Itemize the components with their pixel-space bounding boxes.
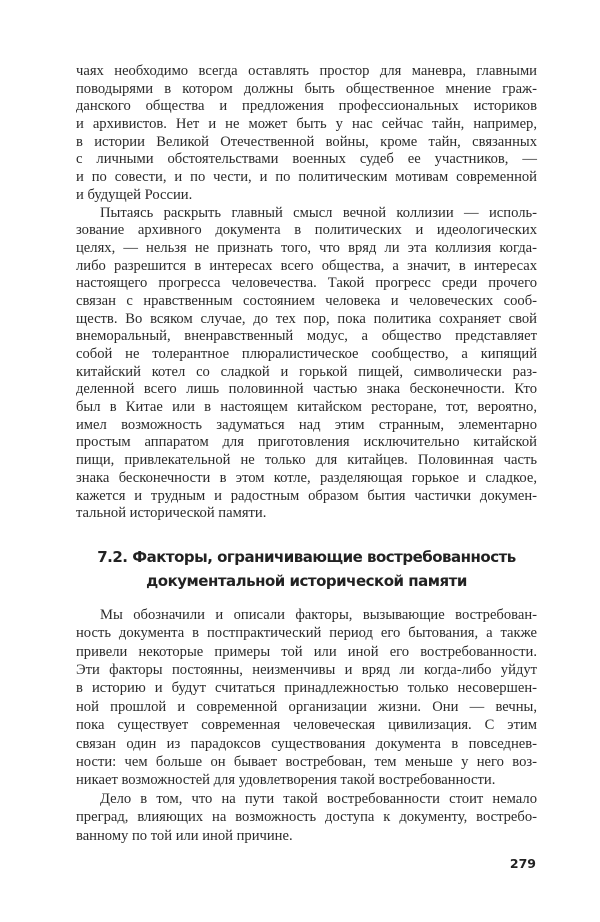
text-line: либо разрешится в интересах всего общества, а значит, в интересах	[76, 257, 537, 274]
text-line: ванному по той или иной причине.	[76, 827, 293, 844]
text-line: Эти факторы постоянны, неизменчивы и вряд ли когда-либо уйдут	[76, 662, 537, 679]
text-line: данского общества и предложения профессиональных историков	[76, 98, 537, 115]
text-line: тальной исторической памяти.	[76, 505, 267, 522]
text-line: деленной всего лишь половинной частью знака бесконечности. Кто	[76, 381, 537, 398]
text-line: пищи, привлекательной не только для китайцев. Половинная часть	[76, 452, 537, 469]
paragraph	[76, 606, 537, 790]
text-line: внеморальный, вненравственный модус, а общество представляет	[76, 328, 537, 345]
body-text-before-heading	[76, 63, 537, 523]
text-line: привели некоторые примеры той или иной его востребованности.	[76, 643, 537, 660]
text-line: Мы обозначили и описали факторы, вызывающие востребован-	[100, 606, 537, 623]
text-line: настоящего прогресса человечества. Такой прогресс среди прочего	[76, 275, 537, 292]
text-line: и по совести, и по чести, и по политическим мотивам современной	[76, 169, 537, 186]
text-line: был в Китае или в настоящем китайском ресторане, тот, вероятно,	[76, 399, 537, 416]
text-line: целях, — нельзя не признать того, что вряд ли эта коллизия когда-	[76, 239, 537, 256]
text-line: Пытаясь раскрыть главный смысл вечной коллизии — исполь-	[100, 204, 537, 221]
text-line: связан один из парадоксов существования документа в повседнев-	[76, 735, 537, 752]
text-line: знака бесконечности в этом котле, разделяющая горькое и сладкое,	[76, 469, 537, 486]
paragraph	[76, 205, 537, 523]
text-line: поводырями в котором должны быть общественное мнение граж-	[76, 80, 537, 97]
text-line: никает возможностей для удовлетворения такой востребованности.	[76, 772, 496, 789]
text-line: собой не толерантное плюралистическое сообщество, а кипящий	[76, 346, 537, 362]
text-line: простым аппаратом для приготовления исключительно китайской	[76, 434, 537, 451]
text-line: ности: чем больше он бывает востребован, тем меньше у него воз-	[76, 754, 537, 770]
paragraph	[76, 63, 537, 205]
text-line: в историю и будут считаться принадлежностью только несовершен-	[76, 680, 537, 697]
text-line: чаях необходимо всегда оставлять простор для маневра, главными	[76, 63, 537, 79]
paragraph	[76, 790, 537, 845]
text-line: Дело в том, что на пути такой востребованности стоит немало	[100, 790, 537, 807]
section-heading	[76, 545, 537, 593]
book-page	[76, 63, 537, 845]
section-heading-line-1: 7.2. Факторы, ограничивающие востребованность	[97, 547, 516, 566]
text-line: ность документа в постпрактический период его бытования, а также	[76, 625, 537, 642]
text-line: китайский котел со сладкой и горькой пищей, символически раз-	[76, 363, 537, 380]
text-line: пока существует современная человеческая цивилизация. С этим	[76, 717, 537, 734]
text-line: с личными обстоятельствами военных судеб ее участников, —	[76, 151, 537, 168]
text-line: ной прошлой и современной организации жизни. Они — вечны,	[76, 698, 537, 715]
text-line: ществ. Во всяком случае, до тех пор, пока политика сохраняет свой	[76, 310, 537, 327]
text-line: кажется и трудным и радостным образом бытия частички докумен-	[76, 487, 537, 504]
section-heading-line-2: документальной исторической памяти	[146, 571, 467, 590]
text-line: в истории Великой Отечественной войны, кроме тайн, связанных	[76, 133, 537, 150]
text-line: и будущей России.	[76, 186, 193, 203]
text-line: зование архивного документа в политических и идеологических	[76, 222, 537, 239]
text-line: преград, влияющих на возможность доступа к документу, востребо-	[76, 809, 537, 826]
page-number: 279	[509, 856, 536, 871]
text-line: имел возможность задуматься над этим странным, элементарно	[76, 416, 537, 433]
body-text-after-heading	[76, 606, 537, 845]
text-line: связан с нравственным состоянием человека и человеческих сооб-	[76, 292, 537, 309]
text-line: и архивистов. Нет и не может быть у нас сейчас тайн, например,	[76, 116, 537, 133]
